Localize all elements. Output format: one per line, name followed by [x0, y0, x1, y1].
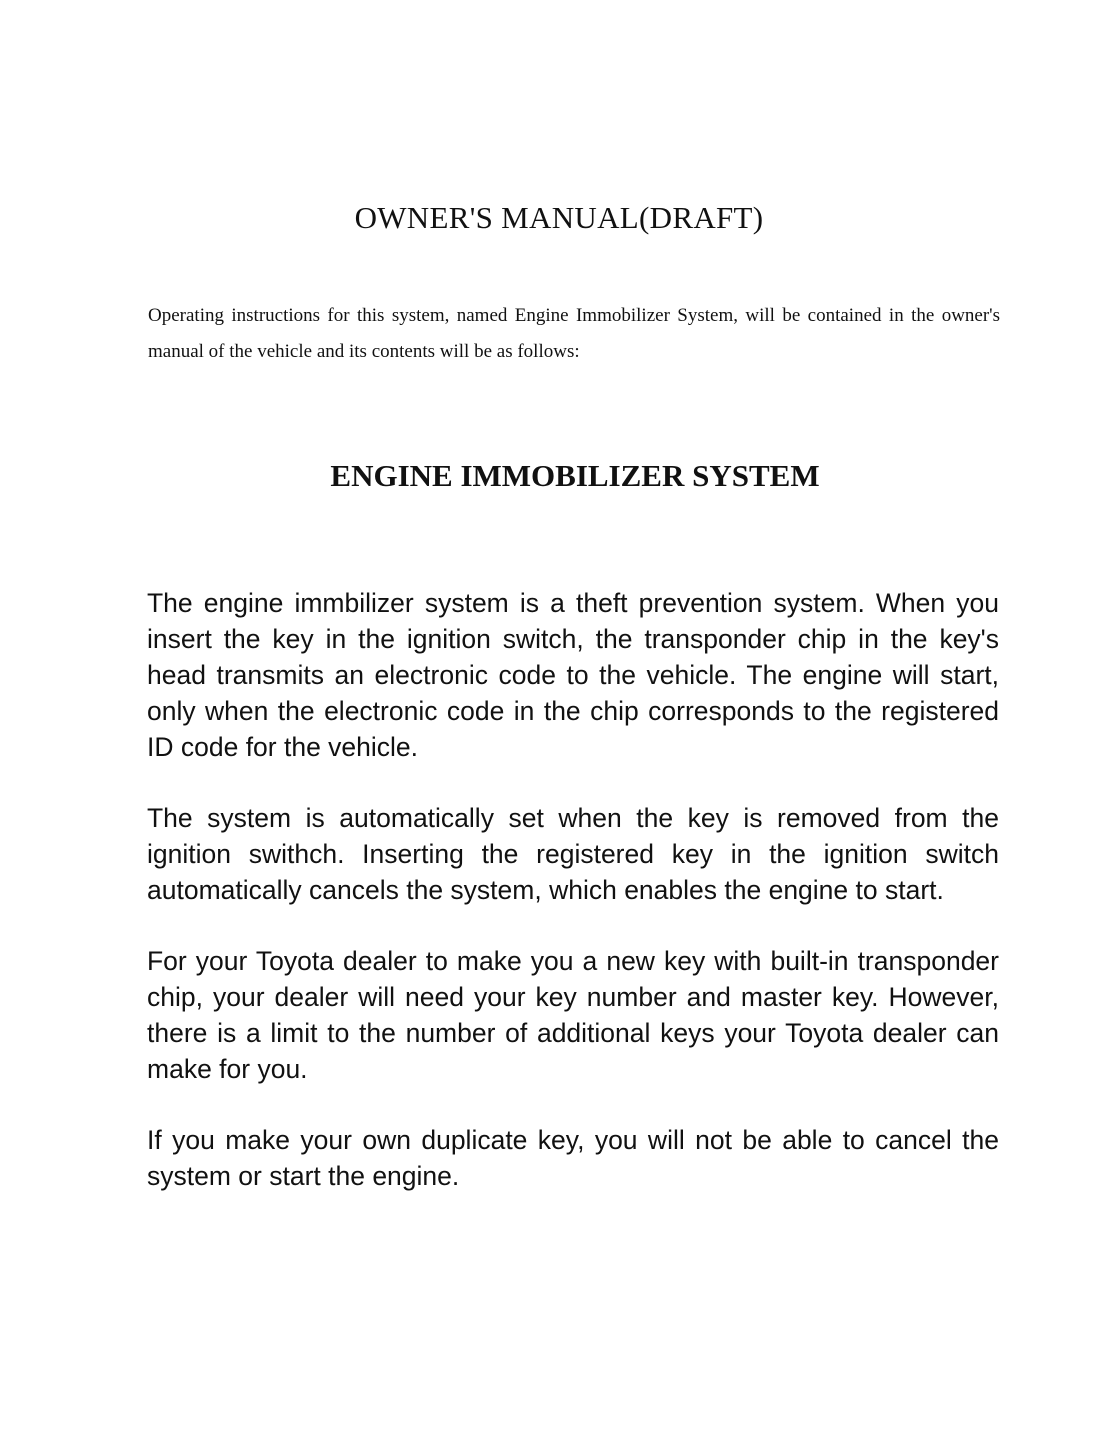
- body-paragraph: For your Toyota dealer to make you a new key with built-in transponder chip, your dealer will need your key number and master key. However, there is a limit to the number of additional keys your Toyota dealer can make for you.: [147, 946, 999, 1084]
- body-paragraph: The system is automatically set when the key is removed from the ignition swithch. Inserting the registered key in the ignition switch automatically cancels the system, which enables the engine to start.: [147, 803, 999, 905]
- intro-paragraph: Operating instructions for this system, named Engine Immobilizer System, will be contained in the owner's manual of the vehicle and its contents will be as follows:: [148, 305, 1000, 362]
- page-title: OWNER'S MANUAL(DRAFT): [354, 200, 764, 235]
- body-paragraph: The engine immbilizer system is a theft prevention system. When you insert the key in the ignition switch, the transponder chip in the key's head transmits an electronic code to the vehicle. The engine will start, only when the electronic code in the chip corresponds to the registered ID code for the vehicle.: [147, 588, 999, 762]
- section-heading: ENGINE IMMOBILIZER SYSTEM: [330, 458, 820, 493]
- body-text: [147, 585, 999, 1229]
- body-paragraph: If you make your own duplicate key, you will not be able to cancel the system or start the engine.: [147, 1125, 999, 1191]
